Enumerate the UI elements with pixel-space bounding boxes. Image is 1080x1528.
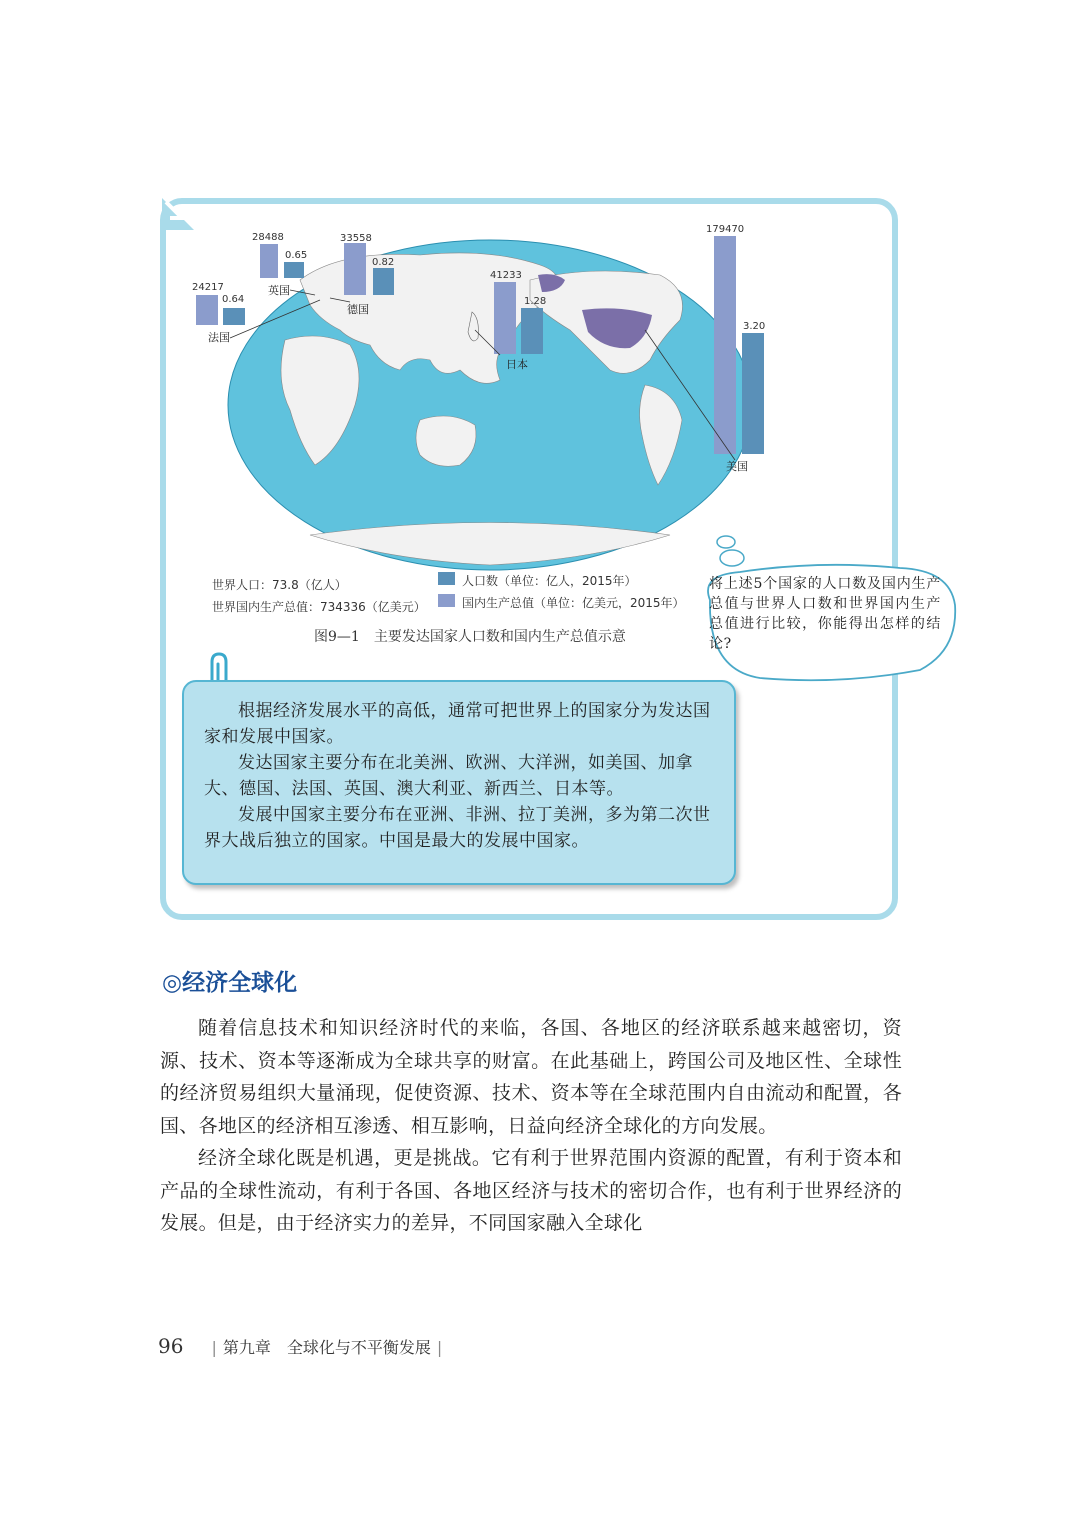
label-country-uk: 英国 — [268, 284, 290, 297]
world-population-text: 世界人口：73.8（亿人） — [212, 578, 347, 592]
label-population-usa: 179470 — [706, 224, 745, 235]
bar-gdp-usa — [742, 333, 764, 454]
label-population-france: 24217 — [192, 282, 224, 293]
label-country-usa: 美国 — [726, 460, 748, 473]
section-body — [160, 1012, 902, 1240]
note-paragraph: 根据经济发展水平的高低，通常可把世界上的国家分为发达国家和发展中国家。 — [204, 701, 711, 747]
bar-population-uk — [260, 244, 278, 278]
label-country-japan: 日本 — [506, 358, 528, 371]
definition-note — [182, 680, 736, 885]
bar-population-france — [196, 295, 218, 325]
bar-gdp-uk — [284, 262, 304, 278]
label-gdp-japan: 1.28 — [524, 296, 547, 307]
note-paragraph: 发达国家主要分布在北美洲、欧洲、大洋洲，如美国、加拿大、德国、法国、英国、澳大利亚、新西兰、日本等。 — [204, 753, 693, 799]
legend-population: 人口数（单位：亿人，2015年） — [462, 574, 637, 588]
label-gdp-germany: 0.82 — [372, 257, 395, 268]
legend-gdp: 国内生产总值（单位：亿美元，2015年） — [462, 596, 685, 610]
map-legend — [212, 570, 712, 620]
page-number: 96 — [158, 1334, 184, 1358]
label-gdp-usa: 3.20 — [743, 321, 766, 332]
label-gdp-france: 0.64 — [222, 294, 245, 305]
body-paragraph: 随着信息技术和知识经济时代的来临，各国、各地区的经济联系越来越密切，资源、技术、资本等逐渐成为全球共享的财富。在此基础上，跨国公司及地区性、全球性的经济贸易组织大量涌现，促使资源、技术、资本等在全球范围内自由流动和配置，各国、各地区的经济相互渗透、相互影响，日益向经济全球化的方向发展。 — [160, 1017, 902, 1137]
label-gdp-uk: 0.65 — [285, 250, 308, 261]
thought-question: 将上述5个国家的人口数及国内生产总值与世界人口数和世界国内生产总值进行比较，你能得出怎样的结论? — [709, 576, 941, 652]
bar-population-germany — [344, 243, 366, 295]
landmass-australia — [416, 416, 476, 466]
label-country-germany: 德国 — [347, 303, 369, 316]
bar-population-usa — [714, 236, 736, 454]
page-footer: 96 | 第九章 全球化与不平衡发展 | — [158, 1334, 443, 1358]
label-population-uk: 28488 — [252, 232, 284, 243]
body-paragraph: 经济全球化既是机遇，更是挑战。它有利于世界范围内资源的配置，有利于资本和产品的全球性流动，有利于各国、各地区经济与技术的密切合作，也有利于世界经济的发展。但是，由于经济实力的差异，不同国家融入全球化 — [160, 1147, 902, 1234]
label-population-germany: 33558 — [340, 233, 372, 244]
landmass-antarctica — [310, 523, 670, 566]
legend-swatch-population — [438, 572, 455, 585]
section-title: ◎经济全球化 — [162, 970, 298, 996]
bar-gdp-japan — [521, 308, 543, 354]
legend-swatch-gdp — [438, 594, 455, 607]
note-paragraph: 发展中国家主要分布在亚洲、非洲、拉丁美洲，多为第二次世界大战后独立的国家。中国是最大的发展中国家。 — [204, 805, 711, 851]
label-country-france: 法国 — [208, 331, 230, 344]
bar-gdp-germany — [373, 268, 394, 295]
world-map — [190, 220, 790, 580]
figure-caption: 图9—1 主要发达国家人口数和国内生产总值示意 — [314, 629, 626, 645]
chapter-title: 第九章 全球化与不平衡发展 — [222, 1338, 431, 1357]
bar-gdp-france — [223, 308, 245, 325]
world-gdp-text: 世界国内生产总值：734336（亿美元） — [212, 600, 426, 614]
bar-population-japan — [494, 282, 516, 354]
label-population-japan: 41233 — [490, 270, 522, 281]
